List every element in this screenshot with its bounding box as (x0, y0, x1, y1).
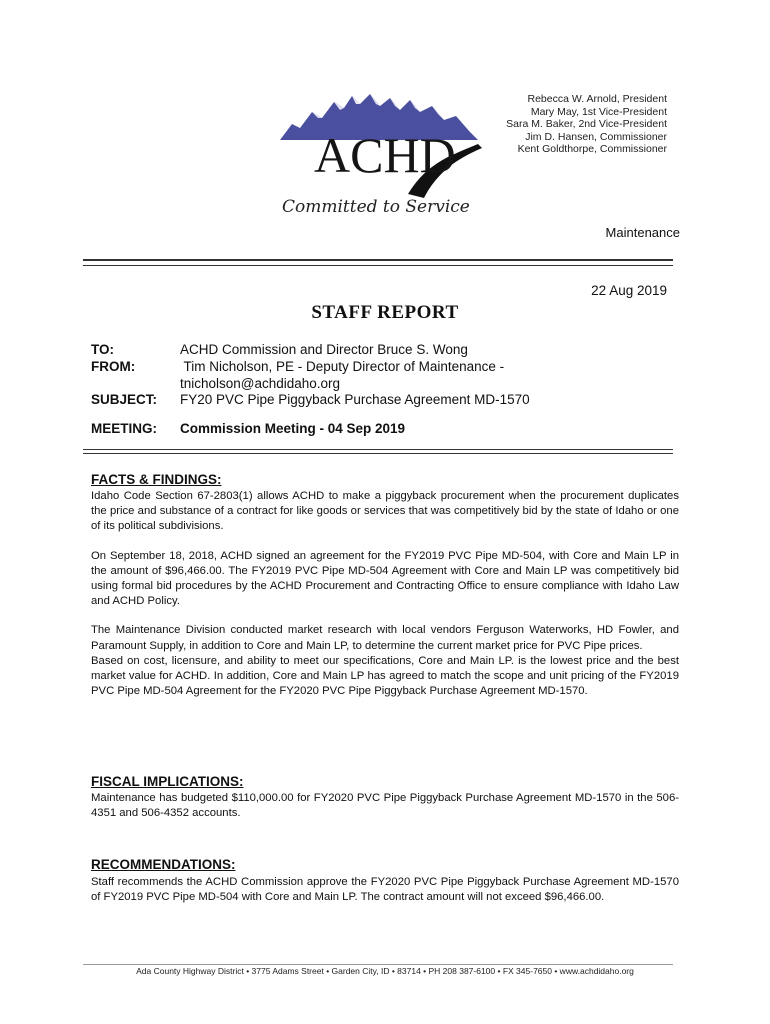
fiscal-paragraph: Maintenance has budgeted $110,000.00 for FY2020 PVC Pipe Piggyback Purchase Agreement MD-1570 in the 506-4351 and 506-4352 accounts. (91, 792, 679, 820)
subject-value: FY20 PVC Pipe Piggyback Purchase Agreement MD-1570 (180, 392, 530, 407)
fiscal-heading: FISCAL IMPLICATIONS: (91, 774, 244, 789)
facts-paragraph: Based on cost, licensure, and ability to meet our specifications, Core and Main LP. is the lowest price and the best market value for ACHD. In addition, Core and Main LP has agreed to match the scope and unit pricing of the FY2019 PVC Pipe MD-504 Agreement for the FY2020 PVC Pipe Piggyback Purchase Agreement MD-1570. (91, 654, 679, 698)
to-value: ACHD Commission and Director Bruce S. Wong (180, 342, 468, 357)
fiscal-body (91, 791, 679, 821)
memo-header (91, 341, 590, 437)
recommendations-body (91, 875, 679, 905)
meeting-value: Commission Meeting - 04 Sep 2019 (180, 421, 406, 436)
meeting-label: MEETING: (91, 421, 157, 436)
officers-list (506, 93, 667, 156)
page-footer: Ada County Highway District • 3775 Adams Street • Garden City, ID • 83714 • PH 208 387-6100 • FX 345-7650 • www.achdidaho.org (136, 966, 634, 976)
svg-text:Committed to Service: Committed to Service (282, 197, 470, 217)
footer-divider (83, 964, 673, 965)
from-label: FROM: (91, 359, 136, 374)
facts-paragraph: The Maintenance Division conducted market research with local vendors Ferguson Waterworks, HD Fowler, and Paramount Supply, in addition to Core and Main LP, to determine the current market price for PVC Pipe prices. (91, 624, 679, 652)
to-label: TO: (91, 342, 114, 357)
mountain-road-logo-icon (278, 88, 488, 218)
achd-logo (278, 88, 488, 218)
officer-president: Rebecca W. Arnold, President (527, 93, 667, 105)
officer-commissioner: Jim D. Hansen, Commissioner (525, 130, 667, 143)
department-name: Maintenance (605, 225, 680, 240)
page-title: STAFF REPORT (311, 302, 459, 323)
from-email: tnicholson@achdidaho.org (180, 376, 341, 391)
memo-divider (83, 453, 673, 454)
recommendations-paragraph: Staff recommends the ACHD Commission approve the FY2020 PVC Pipe Piggyback Purchase Agreement MD-1570 of FY2019 PVC Pipe MD-504 with Core and Main LP. The contract amount will not exceed $96,466.00. (91, 876, 679, 904)
facts-paragraph: Idaho Code Section 67-2803(1) allows ACHD to make a piggyback procurement when the procurement duplicates the price and substance of a contract for like goods or services that was competitively bid by the state of Idaho or one of its political subdivisions. (91, 490, 679, 533)
officer-first-vp: Mary May, 1st Vice-President (530, 105, 667, 118)
svg-text:ACHD: ACHD (314, 127, 456, 183)
facts-heading: FACTS & FINDINGS: (91, 472, 222, 487)
header-divider (83, 259, 673, 266)
recommendations-heading: RECOMMENDATIONS: (91, 857, 236, 872)
report-date: 22 Aug 2019 (591, 283, 667, 298)
subject-label: SUBJECT: (91, 392, 158, 407)
memo-divider (83, 449, 673, 450)
facts-body (91, 489, 679, 699)
from-value: Tim Nicholson, PE - Deputy Director of Maintenance - (180, 359, 505, 374)
facts-paragraph: On September 18, 2018, ACHD signed an agreement for the FY2019 PVC Pipe MD-504, with Core and Main LP in the amount of $96,466.00. The FY2019 PVC Pipe MD-504 Agreement with Core and Main LP was competitively bid using formal bid procedures by the ACHD Procurement and Contracting Office to ensure compliance with Idaho Law and ACHD Policy. (91, 549, 679, 608)
officer-second-vp: Sara M. Baker, 2nd Vice-President (506, 118, 667, 130)
officer-commissioner: Kent Goldthorpe, Commissioner (517, 143, 667, 155)
